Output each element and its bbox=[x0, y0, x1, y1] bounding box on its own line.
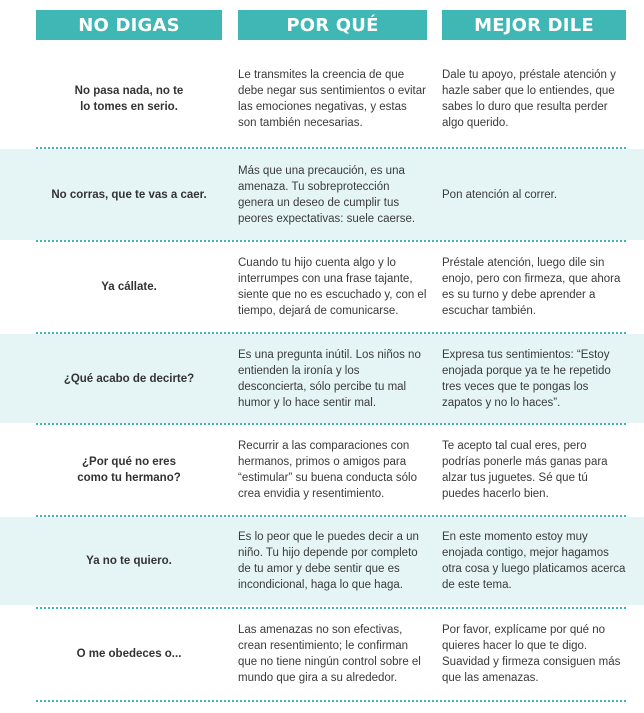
mejor-dile-cell: Préstale atención, luego dile sin enojo, pero con firmeza, que ahora es su turno y debe aprender a escuchar también. bbox=[442, 257, 621, 317]
table-row bbox=[0, 52, 644, 145]
mejor-dile-cell: Dale tu apoyo, préstale atención y hazle saber que lo entiendes, que sabes lo duro que resulta perder algo querido. bbox=[442, 68, 616, 129]
por-que-cell: Es una pregunta inútil. Los niños no entienden la ironía y los desconcierta, sólo percibe tu mal humor y lo hace sentir mal. bbox=[238, 348, 421, 409]
row-divider bbox=[36, 700, 626, 702]
table-row bbox=[0, 149, 644, 240]
header-mejor-dile: MEJOR DILE bbox=[442, 10, 626, 40]
header-no-digas: NO DIGAS bbox=[36, 10, 222, 40]
por-que-cell: Le transmites la creencia de que debe negar sus sentimientos o evitar las emociones negativas, y estas son también necesarias. bbox=[238, 68, 426, 129]
mejor-dile-cell: En este momento estoy muy enojada contigo, mejor hagamos otra cosa y luego platicamos acerca de este tema. bbox=[442, 531, 626, 591]
table-row bbox=[0, 609, 644, 698]
header-por-que: POR QUÉ bbox=[238, 10, 427, 40]
no-digas-cell: Ya cállate. bbox=[101, 281, 157, 293]
table-header bbox=[0, 10, 644, 40]
por-que-cell: Recurrir a las comparaciones con hermanos, primos o amigos para “estimular” su buena conducta sólo crea envidia y resentimiento. bbox=[238, 439, 417, 500]
mejor-dile-cell: Te acepto tal cual eres, pero podrías ponerle más ganas para alzar tus juguetes. Sé que tú puedes hacerlo bien. bbox=[442, 439, 608, 500]
por-que-cell: Cuando tu hijo cuenta algo y lo interrumpes con una frase tajante, siente que no es escuchado y, con el tiempo, dejará de comunicarse. bbox=[238, 257, 427, 317]
por-que-cell: Es lo peor que le puedes decir a un niño. Tu hijo depende por completo de tu amor y debe sentir que es incondicional, haga lo que haga. bbox=[238, 531, 419, 591]
mejor-dile-cell: Expresa tus sentimientos: “Estoy enojada porque ya te he repetido tres veces que te pongas los zapatos y no lo haces”. bbox=[442, 348, 611, 409]
no-digas-cell: ¿Por qué no eres como tu hermano? bbox=[77, 455, 181, 484]
table-row bbox=[0, 334, 644, 423]
por-que-cell: Más que una precaución, es una amenaza. Tu sobreprotección genera un deseo de cumplir tus peores expectativas: suele caerse. bbox=[238, 164, 416, 225]
mejor-dile-cell: Por favor, explícame por qué no quieres hacer lo que te digo. Suavidad y firmeza consiguen más que las amenazas. bbox=[442, 623, 621, 684]
no-digas-cell: No pasa nada, no te lo tomes en serio. bbox=[74, 84, 184, 113]
table-row bbox=[0, 425, 644, 514]
no-digas-cell: ¿Qué acabo de decirte? bbox=[63, 372, 195, 385]
no-digas-cell: Ya no te quiero. bbox=[86, 555, 172, 567]
mejor-dile-cell: Pon atención al correr. bbox=[442, 188, 558, 201]
table-row bbox=[0, 517, 644, 605]
no-digas-cell: No corras, que te vas a caer. bbox=[51, 188, 207, 201]
no-digas-cell: O me obedeces o... bbox=[76, 647, 182, 660]
por-que-cell: Las amenazas no son efectivas, crean resentimiento; le confirman que no tiene ningún control sobre el mundo que gira a su alrededor. bbox=[238, 623, 421, 684]
table-row bbox=[0, 242, 644, 332]
